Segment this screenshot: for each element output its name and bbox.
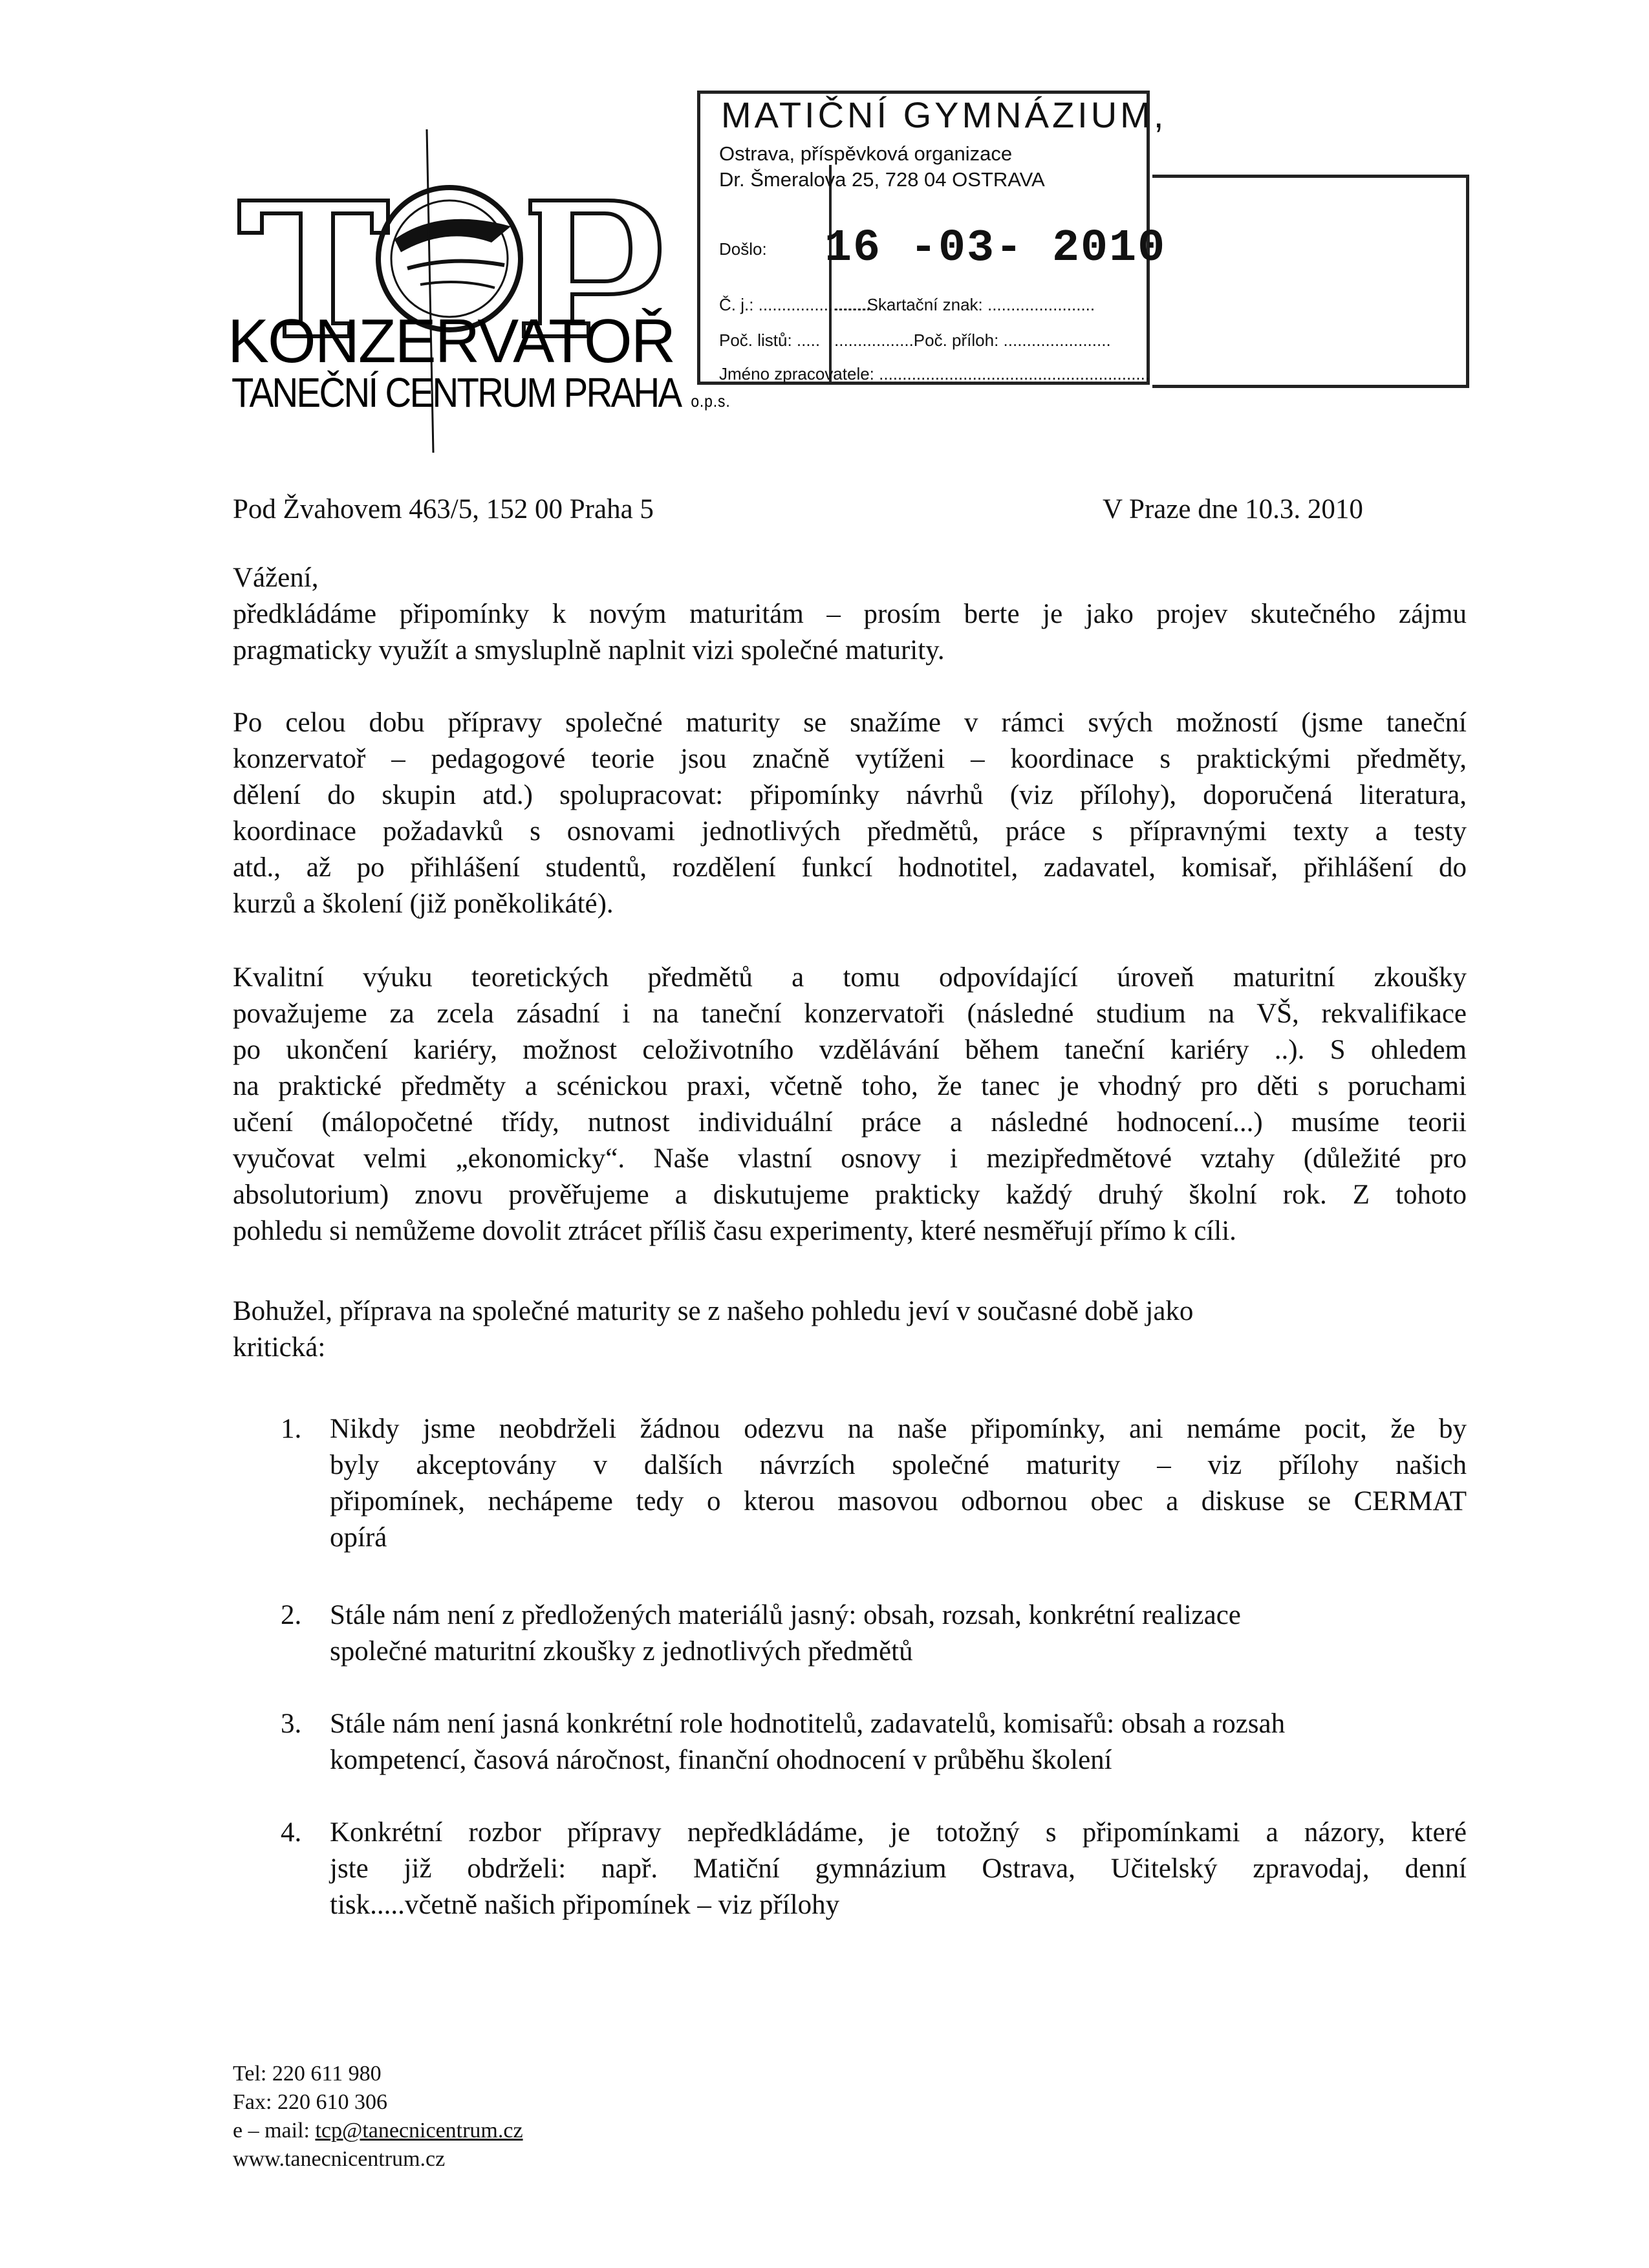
p3-line: považujeme za zcela zásadní i na taneční konzervatoři (následné studium na VŠ, rekvalifikace (233, 999, 1467, 1029)
list-number: 3. (281, 1709, 302, 1739)
stamp-title: MATIČNÍ GYMNÁZIUM, (721, 94, 1167, 135)
paragraph-1 (233, 596, 1467, 669)
footer-contacts (233, 2060, 523, 2174)
receipt-stamp-extension (1152, 175, 1469, 388)
stamp-org: Ostrava, příspěvková organizace (719, 142, 1013, 165)
p1-line: předkládáme připomínky k novým maturitám – prosím berte je jako projev skutečného zájmu (233, 599, 1467, 629)
logo-tanecni-centrum (232, 369, 731, 416)
stamp-doslo-label: Došlo: (719, 239, 767, 259)
p1-line: pragmaticky využít a smysluplně naplnit vizi společné maturity. (233, 635, 945, 665)
letter-date: V Praze dne 10.3. 2010 (1103, 494, 1363, 524)
list-number: 1. (281, 1414, 302, 1444)
stamp-skartacni-label: .......Skartační znak: ....................... (834, 295, 1095, 314)
logo-konzervator: KONZERVATOŘ (228, 307, 675, 376)
list-item-2 (330, 1597, 1467, 1670)
footer-email-prefix: e – mail: (233, 2119, 316, 2143)
stamp-poc-listu-label: Poč. listů: ..... (719, 330, 821, 350)
sender-address: Pod Žvahovem 463/5, 152 00 Praha 5 (233, 494, 654, 524)
stamp-jmeno-label: Jméno zpracovatele: .......................................................... (719, 364, 1150, 383)
greeting: Vážení, (233, 563, 319, 593)
p3-line: pohledu si nemůžeme dovolit ztrácet příliš času experimenty, které nesměřují přímo k cíli. (233, 1216, 1236, 1246)
list-line: společné maturitní zkoušky z jednotlivých předmětů (330, 1636, 913, 1667)
list-line: Nikdy jsme neobdrželi žádnou odezvu na naše připomínky, ani nemáme pocit, že by (330, 1414, 1467, 1444)
p3-line: vyučovat velmi „ekonomicky“. Naše vlastní osnovy i mezipředmětové vztahy (důležité pro (233, 1143, 1467, 1174)
list-item-3 (330, 1706, 1467, 1778)
list-line: byly akceptovány v dalších návrzích společné maturity – viz přílohy našich (330, 1450, 1467, 1480)
p3-line: Kvalitní výuku teoretických předmětů a tomu odpovídající úroveň maturitní zkoušky (233, 962, 1467, 993)
p3-line: na praktické předměty a scénickou praxi, včetně toho, že tanec je vhodný pro děti s poruchami (233, 1071, 1467, 1101)
stamp-poc-priloh-label: .................Poč. příloh: ....................... (834, 330, 1111, 350)
list-line: kompetencí, časová náročnost, finanční ohodnocení v průběhu školení (330, 1745, 1112, 1775)
footer-web[interactable]: www.tanecnicentrum.cz (233, 2147, 446, 2171)
logo-ops: o.p.s. (691, 391, 731, 411)
list-line: jste již obdrželi: např. Matiční gymnázium Ostrava, Učitelský zpravodaj, denní (330, 1853, 1467, 1884)
list-item-1 (330, 1411, 1467, 1556)
footer-email-link[interactable]: tcp@tanecnicentrum.cz (315, 2119, 523, 2143)
list-line: Stále nám není jasná konkrétní role hodnotitelů, zadavatelů, komisařů: obsah a rozsah (330, 1709, 1286, 1739)
p2-line: dělení do skupin atd.) spolupracovat: připomínky návrhů (viz přílohy), doporučená literatura, (233, 780, 1467, 810)
stamp-address: Dr. Šmeralova 25, 728 04 OSTRAVA (719, 168, 1045, 191)
list-number: 4. (281, 1817, 302, 1848)
p2-line: kurzů a školení (již poněkolikáté). (233, 889, 614, 919)
list-line: připomínek, nechápeme tedy o kterou masovou odbornou obec a diskuse se CERMAT (330, 1486, 1467, 1517)
footer-fax: Fax: 220 610 306 (233, 2090, 387, 2114)
p4-line: kritická: (233, 1332, 326, 1363)
stamp-cj-label: Č. j.: ........................ (719, 295, 871, 314)
list-number: 2. (281, 1600, 302, 1630)
list-line: Konkrétní rozbor přípravy nepředkládáme, je totožný s připomínkami a názory, které (330, 1817, 1467, 1848)
stamp-divider (829, 165, 832, 385)
list-line: tisk.....včetně našich připomínek – viz přílohy (330, 1890, 840, 1920)
p4-line: Bohužel, příprava na společné maturity se z našeho pohledu jeví v současné době jako (233, 1296, 1194, 1326)
footer-email-row (233, 2117, 523, 2145)
p3-line: absolutorium) znovu prověřujeme a diskutujeme prakticky každý druhý školní rok. Z tohoto (233, 1180, 1467, 1210)
p2-line: Po celou dobu přípravy společné maturity se snažíme v rámci svých možností (jsme taneční (233, 707, 1467, 738)
list-line: opírá (330, 1522, 387, 1553)
footer-tel: Tel: 220 611 980 (233, 2062, 382, 2086)
p3-line: po ukončení kariéry, možnost celoživotního vzdělávání během taneční kariéry ..). S ohledem (233, 1035, 1467, 1065)
list-item-4 (330, 1815, 1467, 1923)
logo-line2-text: TANEČNÍ CENTRUM PRAHA (232, 369, 681, 416)
p2-line: konzervatoř – pedagogové teorie jsou značně vytíženi – koordinace s praktickými předměty, (233, 744, 1467, 774)
p2-line: koordinace požadavků s osnovami jednotlivých předmětů, práce s přípravnými texty a testy (233, 816, 1467, 847)
paragraph-4 (233, 1293, 1193, 1366)
stamp-date: 16 -03- 2010 (824, 223, 1167, 274)
p2-line: atd., až po přihlášení studentů, rozdělení funkcí hodnotitel, zadavatel, komisař, přihlášení do (233, 852, 1467, 883)
paragraph-3 (233, 960, 1467, 1249)
list-line: Stále nám není z předložených materiálů jasný: obsah, rozsah, konkrétní realizace (330, 1600, 1241, 1630)
p3-line: učení (málopočetné třídy, nutnost individuální práce a následné hodnocení...) musíme teorii (233, 1107, 1467, 1138)
paragraph-2 (233, 705, 1467, 922)
